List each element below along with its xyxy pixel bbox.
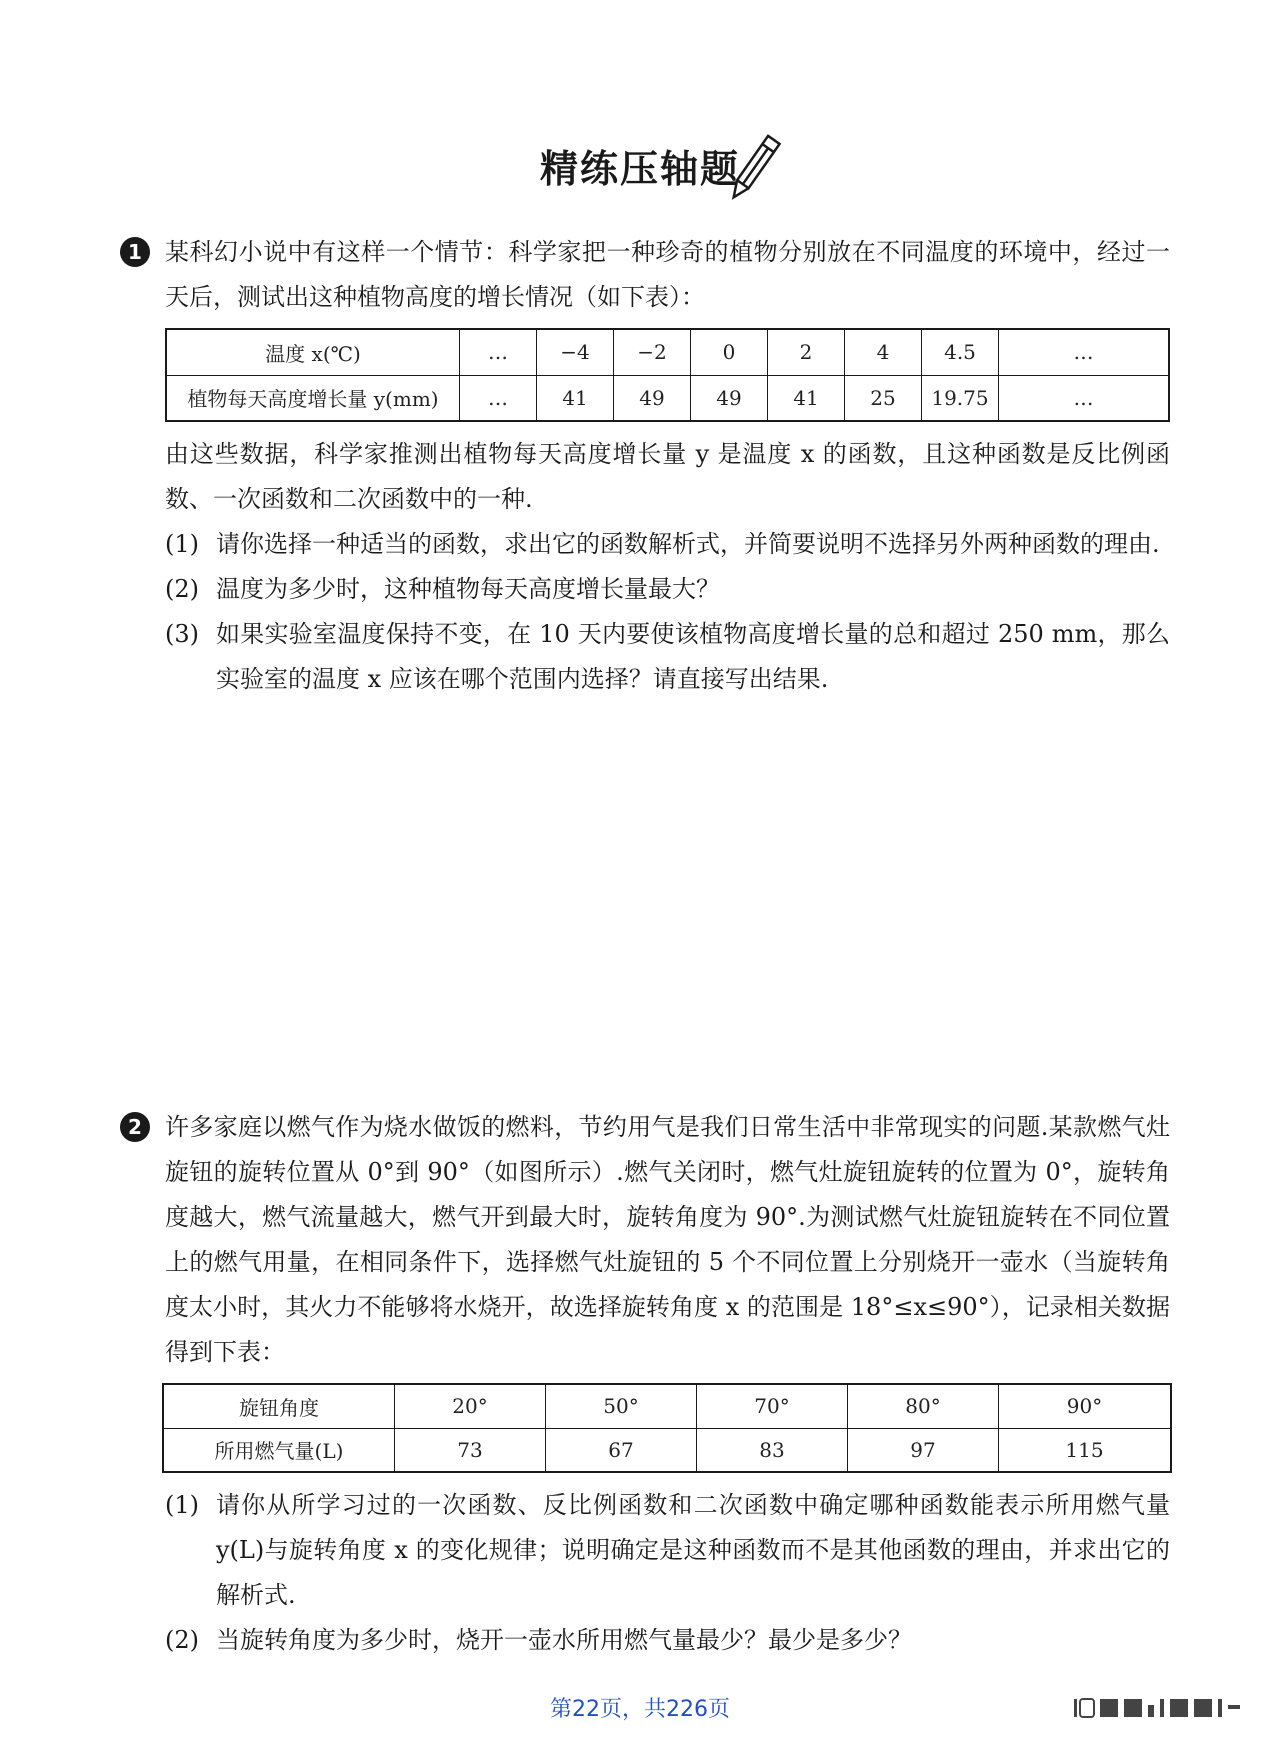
table-cell: −2 [614,329,691,375]
scan-watermark-icon [1070,1695,1250,1723]
data-table [165,328,1170,422]
question-1 [120,1483,1170,1618]
table-cell: 4 [845,329,922,375]
table-cell: 19.75 [922,375,999,421]
table-cell: … [460,329,537,375]
row-label: 旋钮角度 [163,1384,395,1428]
question-text: 当旋转角度为多少时，烧开一壶水所用燃气量最少？最少是多少？ [216,1626,912,1654]
table-cell: 70° [697,1384,848,1428]
table-cell: 25 [845,375,922,421]
table-cell: 83 [697,1428,848,1472]
table-cell: 97 [848,1428,999,1472]
table-cell: 67 [546,1428,697,1472]
question-text: 如果实验室温度保持不变，在 10 天内要使该植物高度增长量的总和超过 250 mm，那么实验室的温度 x 应该在哪个范围内选择？请直接写出结果. [216,620,1170,693]
row-label: 温度 x(℃) [166,329,460,375]
question-2 [120,567,1170,612]
table-cell: … [999,329,1170,375]
table-cell: 50° [546,1384,697,1428]
problem-intro: 许多家庭以燃气作为烧水做饭的燃料，节约用气是我们日常生活中非常现实的问题.某款燃气灶旋钮的旋转位置从 0°到 90°（如图所示）.燃气关闭时，燃气灶旋钮旋转的位置为 0°，旋转角度越大，燃气流量越大，燃气开到最大时，旋转角度为 90°.为测试燃气灶旋钮旋转在不同位置上的燃气用量，在相同条件下，选择燃气灶旋钮的 5 个不同位置上分别烧开一壶水（当旋转角度太小时，其火力不能够将水烧开，故选择旋转角度 x 的范围是 18°≤x≤90°），记录相关数据得到下表： [165,1113,1170,1366]
page-indicator: 第22页，共226页 [550,1697,730,1722]
table-cell: −4 [537,329,614,375]
problem-number: 2 [120,1112,150,1142]
table-cell: 2 [768,329,845,375]
table-cell: 49 [614,375,691,421]
table-cell: 4.5 [922,329,999,375]
question-3 [120,612,1170,702]
table-cell: 80° [848,1384,999,1428]
question-1 [120,522,1170,567]
table-cell: … [460,375,537,421]
problem-2 [120,1105,1170,1663]
question-index: (2) [165,575,199,603]
table-cell: 73 [395,1428,546,1472]
table-cell: 115 [999,1428,1172,1472]
question-text: 请你从所学习过的一次函数、反比例函数和二次函数中确定哪种函数能表示所用燃气量 y(L)与旋转角度 x 的变化规律；说明确定是这种函数而不是其他函数的理由，并求出它的解析式. [216,1491,1170,1609]
problem-1 [120,230,1170,702]
question-text: 请你选择一种适当的函数，求出它的函数解析式，并简要说明不选择另外两种函数的理由. [216,530,1160,558]
question-index: (2) [165,1626,199,1654]
table-cell: 0 [691,329,768,375]
question-index: (1) [165,530,199,558]
table-cell: … [999,375,1170,421]
row-label: 所用燃气量(L) [163,1428,395,1472]
question-2 [120,1618,1170,1663]
data-table [162,1383,1172,1473]
page-title: 精练压轴题 [539,147,740,191]
question-text: 温度为多少时，这种植物每天高度增长量最大？ [216,575,720,603]
table-cell: 41 [537,375,614,421]
question-index: (3) [165,620,199,648]
pencil-icon [724,130,784,210]
problem-intro: 某科幻小说中有这样一个情节：科学家把一种珍奇的植物分别放在不同温度的环境中，经过一天后，测试出这种植物高度的增长情况（如下表）： [165,238,1170,311]
table-cell: 41 [768,375,845,421]
row-label: 植物每天高度增长量 y(mm) [166,375,460,421]
table-cell: 20° [395,1384,546,1428]
problem-number: 1 [120,237,150,267]
table-cell: 90° [999,1384,1172,1428]
problem-text: 由这些数据，科学家推测出植物每天高度增长量 y 是温度 x 的函数，且这种函数是反比例函数、一次函数和二次函数中的一种. [165,440,1170,513]
question-index: (1) [165,1491,199,1519]
table-cell: 49 [691,375,768,421]
